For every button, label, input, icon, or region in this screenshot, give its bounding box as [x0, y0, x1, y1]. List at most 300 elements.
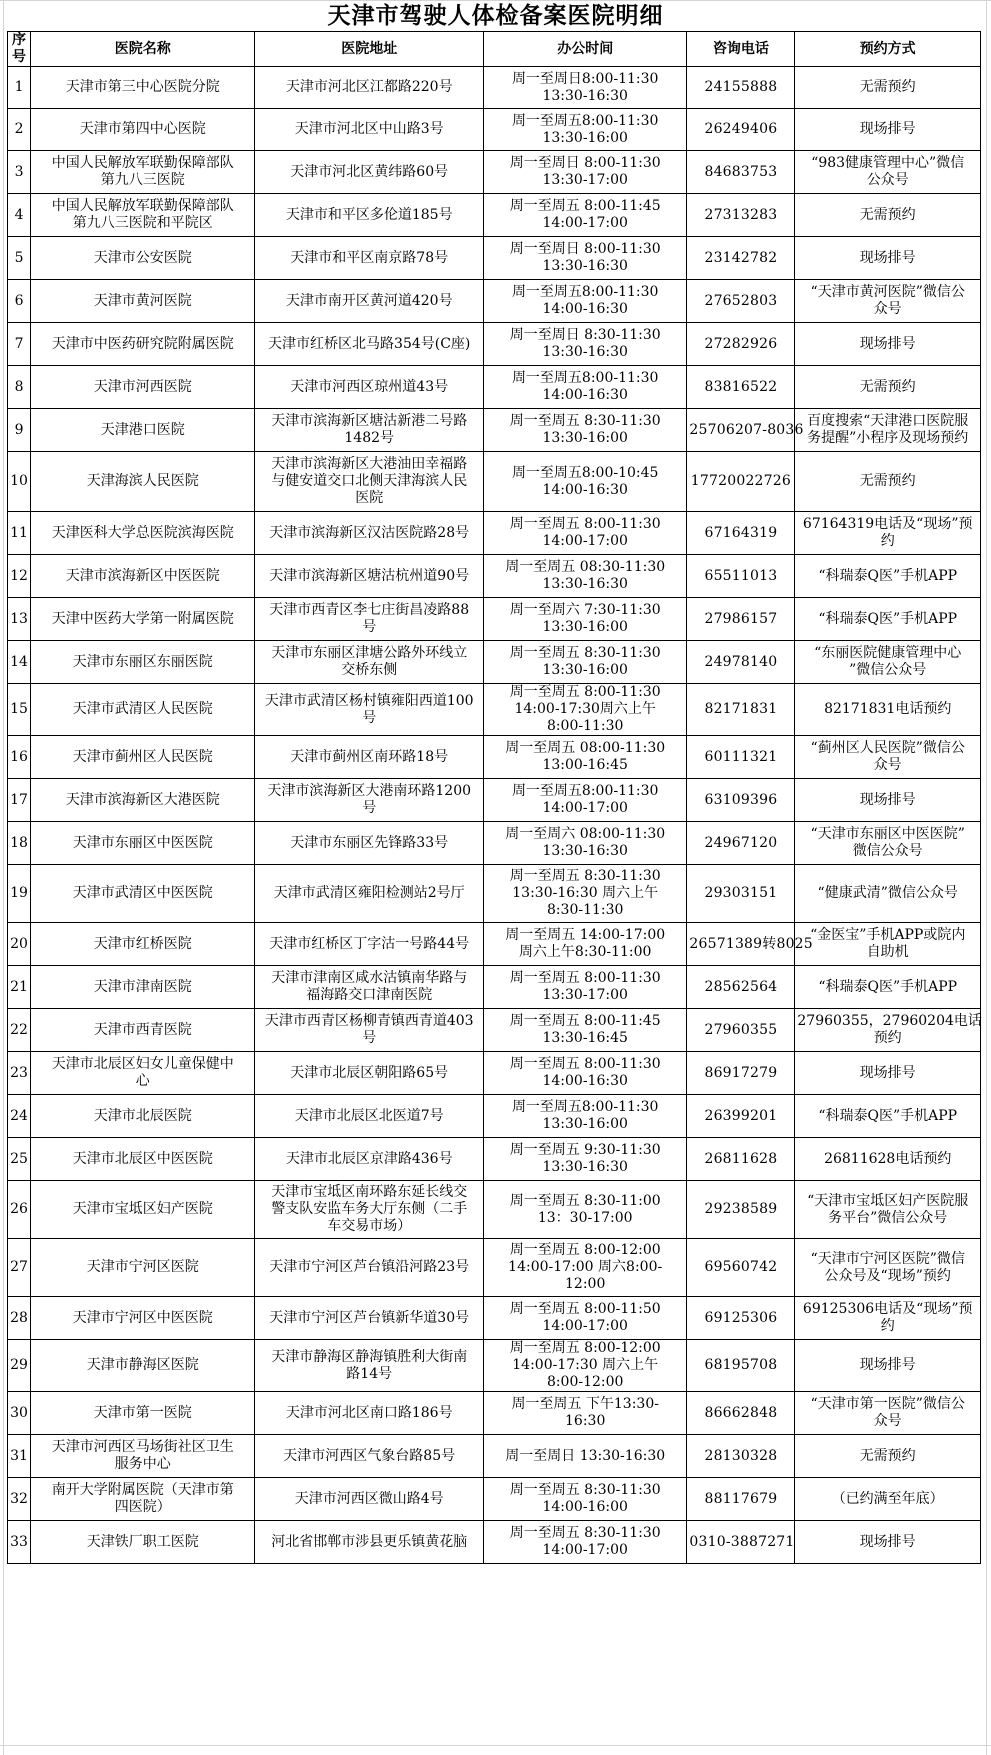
cell-booking[interactable]	[795, 280, 981, 323]
cell-hospital-name[interactable]	[31, 151, 255, 194]
cell-hours-text: 14:00-17:30周六上午	[514, 701, 656, 717]
cell-phone-text: 67164319	[704, 524, 778, 541]
cell-hospital-name[interactable]	[31, 237, 255, 280]
cell-booking-text: 无需预约	[859, 79, 916, 95]
cell-hospital-name[interactable]	[31, 923, 255, 966]
cell-hours[interactable]	[484, 1095, 687, 1138]
cell-booking-text: 26811628电话预约	[824, 1150, 952, 1167]
cell-seq[interactable]	[8, 1297, 31, 1340]
cell-booking[interactable]	[795, 151, 981, 194]
cell-address[interactable]	[255, 1478, 484, 1521]
cell-hours[interactable]	[484, 194, 687, 237]
cell-hours[interactable]	[484, 109, 687, 151]
cell-seq[interactable]	[8, 151, 31, 194]
cell-phone-text: 26571389转8025	[689, 935, 813, 952]
cell-phone-text: 24155888	[704, 79, 778, 95]
cell-booking-text: 微信公众号	[852, 843, 923, 859]
cell-address[interactable]	[255, 555, 484, 598]
cell-address[interactable]	[255, 1521, 484, 1564]
cell-seq[interactable]	[8, 865, 31, 923]
cell-hospital-name[interactable]	[31, 684, 255, 736]
cell-hours-text: 周一至周五 14:00-17:00	[505, 927, 666, 943]
cell-phone[interactable]	[687, 736, 795, 779]
cell-hours[interactable]	[484, 641, 687, 684]
cell-hospital-name[interactable]	[31, 1138, 255, 1181]
cell-hours[interactable]	[484, 452, 687, 512]
cell-address[interactable]	[255, 452, 484, 512]
cell-address[interactable]	[255, 1392, 484, 1435]
cell-booking[interactable]	[795, 409, 981, 452]
cell-hours[interactable]	[484, 555, 687, 598]
header-seq-line: 序	[12, 32, 27, 48]
cell-booking[interactable]	[795, 1478, 981, 1521]
cell-phone[interactable]	[687, 1297, 795, 1340]
cell-address[interactable]	[255, 237, 484, 280]
cell-address[interactable]	[255, 1009, 484, 1052]
cell-hours-text: 周一至周五8:00-11:30	[511, 284, 659, 300]
cell-phone[interactable]	[687, 1392, 795, 1435]
cell-seq[interactable]	[8, 512, 31, 555]
cell-phone-text: 27652803	[704, 292, 778, 309]
cell-address[interactable]	[255, 598, 484, 641]
cell-phone[interactable]	[687, 452, 795, 512]
cell-phone-text: 65511013	[704, 567, 778, 584]
cell-booking[interactable]	[795, 555, 981, 598]
cell-phone[interactable]	[687, 151, 795, 194]
cell-seq[interactable]	[8, 598, 31, 641]
cell-hospital-name[interactable]	[31, 1392, 255, 1435]
cell-phone[interactable]	[687, 1009, 795, 1052]
cell-booking[interactable]	[795, 1009, 981, 1052]
cell-hours-text: 周一至周五 8:00-11:45	[509, 198, 661, 214]
cell-address[interactable]	[255, 1181, 484, 1239]
cell-address-text: 1482号	[344, 430, 395, 446]
cell-booking[interactable]	[795, 366, 981, 409]
cell-phone[interactable]	[687, 684, 795, 736]
cell-address[interactable]	[255, 151, 484, 194]
cell-address[interactable]	[255, 109, 484, 151]
cell-seq[interactable]	[8, 452, 31, 512]
cell-address[interactable]	[255, 865, 484, 923]
cell-seq-text: 20	[10, 935, 28, 952]
cell-hours-text: 周一至周五 8:00-11:45	[509, 1013, 661, 1029]
cell-address[interactable]	[255, 1435, 484, 1478]
cell-seq[interactable]	[8, 684, 31, 736]
cell-hours-text: 14:00-17:30 周六上午	[512, 1357, 659, 1373]
cell-phone[interactable]	[687, 237, 795, 280]
cell-hospital-name[interactable]	[31, 323, 255, 366]
cell-phone-text: 86662848	[704, 1404, 778, 1421]
cell-hospital-name[interactable]	[31, 1181, 255, 1239]
cell-booking[interactable]	[795, 452, 981, 512]
cell-booking[interactable]	[795, 1435, 981, 1478]
cell-phone[interactable]	[687, 1239, 795, 1297]
cell-booking[interactable]	[795, 1095, 981, 1138]
cell-phone[interactable]	[687, 865, 795, 923]
cell-hospital-name[interactable]	[31, 641, 255, 684]
cell-hours[interactable]	[484, 736, 687, 779]
cell-booking[interactable]	[795, 1239, 981, 1297]
cell-phone[interactable]	[687, 966, 795, 1009]
cell-seq-text: 14	[10, 653, 28, 670]
cell-seq[interactable]	[8, 641, 31, 684]
cell-hours[interactable]	[484, 966, 687, 1009]
cell-hospital-name[interactable]	[31, 598, 255, 641]
cell-seq-text: 13	[10, 610, 28, 627]
cell-phone[interactable]	[687, 598, 795, 641]
cell-phone[interactable]	[687, 512, 795, 555]
cell-hours[interactable]	[484, 1435, 687, 1478]
cell-address-text: 天津市武清区杨村镇雍阳西道100	[264, 692, 474, 709]
cell-hours[interactable]	[484, 151, 687, 194]
cell-address[interactable]	[255, 280, 484, 323]
cell-hospital-name[interactable]	[31, 1052, 255, 1095]
cell-hospital-name[interactable]	[31, 822, 255, 865]
cell-seq[interactable]	[8, 1095, 31, 1138]
cell-booking[interactable]	[795, 1392, 981, 1435]
cell-seq-text: 22	[10, 1021, 28, 1038]
cell-hours-text: 14:00-17:00	[542, 1318, 628, 1334]
cell-hospital-name[interactable]	[31, 865, 255, 923]
cell-phone[interactable]	[687, 323, 795, 366]
cell-hospital-name[interactable]	[31, 366, 255, 409]
cell-hours-text: 周一至周五 8:00-12:00	[509, 1242, 661, 1258]
cell-booking[interactable]	[795, 865, 981, 923]
cell-hospital-name[interactable]	[31, 67, 255, 109]
cell-hospital-name-text: 天津市河西医院	[93, 378, 192, 395]
table-row	[8, 409, 981, 452]
cell-address[interactable]	[255, 409, 484, 452]
cell-phone[interactable]	[687, 1052, 795, 1095]
cell-hospital-name-text: 中国人民解放军联勤保障部队	[51, 155, 234, 171]
cell-seq[interactable]	[8, 237, 31, 280]
cell-hours[interactable]	[484, 684, 687, 736]
cell-booking-text: 现场排号	[859, 121, 916, 137]
cell-hours[interactable]	[484, 409, 687, 452]
cell-hours-text: 周一至周六 7:30-11:30	[509, 602, 661, 618]
cell-phone-text: 29238589	[704, 1201, 778, 1217]
cell-address-text: 天津市西青区李七庄街昌凌路88	[269, 602, 470, 618]
cell-hours-text: 13:30-16:00	[542, 129, 628, 146]
cell-hours[interactable]	[484, 1138, 687, 1181]
cell-address-text: 天津市西青区杨柳青镇西青道403	[264, 1013, 474, 1029]
header-name[interactable]: 医院名称	[31, 32, 255, 67]
cell-booking-text: 无需预约	[859, 1447, 916, 1464]
cell-seq[interactable]	[8, 736, 31, 779]
cell-hours-text: 周一至周五 08:30-11:30	[505, 559, 666, 575]
cell-booking[interactable]	[795, 1340, 981, 1392]
cell-hours[interactable]	[484, 779, 687, 822]
header-address[interactable]: 医院地址	[255, 32, 484, 67]
cell-phone-text: 86917279	[704, 1064, 778, 1081]
cell-phone[interactable]	[687, 1181, 795, 1239]
cell-booking[interactable]	[795, 109, 981, 151]
cell-booking[interactable]	[795, 237, 981, 280]
cell-seq[interactable]	[8, 366, 31, 409]
table-row	[8, 1181, 981, 1239]
cell-address-text: 天津市宁河区芦台镇沿河路23号	[269, 1259, 470, 1275]
cell-hours[interactable]	[484, 865, 687, 923]
cell-phone[interactable]	[687, 555, 795, 598]
header-phone[interactable]: 咨询电话	[687, 32, 795, 67]
cell-hours-text: 13:30-16:00	[542, 619, 628, 635]
cell-seq[interactable]	[8, 1340, 31, 1392]
cell-hours-text: 周一至周日 8:30-11:30	[509, 327, 661, 343]
cell-address-text: 号	[362, 1030, 377, 1046]
cell-hours[interactable]	[484, 1009, 687, 1052]
cell-hours[interactable]	[484, 237, 687, 280]
cell-address[interactable]	[255, 366, 484, 409]
cell-hours[interactable]	[484, 323, 687, 366]
cell-booking[interactable]	[795, 1138, 981, 1181]
cell-hours[interactable]	[484, 512, 687, 555]
cell-seq[interactable]	[8, 1521, 31, 1564]
cell-hospital-name-text: 天津市东丽区东丽医院	[72, 653, 213, 670]
cell-hospital-name[interactable]	[31, 1435, 255, 1478]
cell-address[interactable]	[255, 512, 484, 555]
cell-hours-text: 14:00-16:30	[542, 387, 628, 403]
cell-seq[interactable]	[8, 323, 31, 366]
cell-phone[interactable]	[687, 280, 795, 323]
cell-booking-text: 现场排号	[859, 1533, 916, 1550]
cell-hours-text: 周一至周日 8:00-11:30	[509, 155, 661, 171]
cell-hospital-name[interactable]	[31, 1009, 255, 1052]
cell-seq[interactable]	[8, 923, 31, 966]
cell-address[interactable]	[255, 684, 484, 736]
cell-address[interactable]	[255, 779, 484, 822]
cell-seq[interactable]	[8, 109, 31, 151]
cell-hospital-name[interactable]	[31, 280, 255, 323]
cell-hospital-name[interactable]	[31, 512, 255, 555]
cell-seq[interactable]	[8, 1478, 31, 1521]
cell-hours[interactable]	[484, 598, 687, 641]
cell-seq[interactable]	[8, 1052, 31, 1095]
cell-booking[interactable]	[795, 684, 981, 736]
cell-phone-text: 28562564	[704, 978, 778, 995]
cell-hours[interactable]	[484, 923, 687, 966]
cell-address[interactable]	[255, 1297, 484, 1340]
cell-hospital-name[interactable]	[31, 1340, 255, 1392]
cell-hospital-name[interactable]	[31, 779, 255, 822]
cell-hours[interactable]	[484, 1478, 687, 1521]
cell-hours-text: 周一至周五 08:00-11:30	[505, 740, 666, 756]
cell-hospital-name[interactable]	[31, 109, 255, 151]
cell-phone[interactable]	[687, 779, 795, 822]
cell-booking[interactable]	[795, 779, 981, 822]
cell-hours[interactable]	[484, 1521, 687, 1564]
cell-hours-text: 周一至周五8:00-11:30	[511, 783, 659, 799]
cell-hospital-name[interactable]	[31, 736, 255, 779]
cell-booking[interactable]	[795, 323, 981, 366]
cell-booking[interactable]	[795, 598, 981, 641]
table-row	[8, 1435, 981, 1478]
cell-phone[interactable]	[687, 1435, 795, 1478]
cell-hospital-name[interactable]	[31, 1095, 255, 1138]
cell-seq[interactable]	[8, 1009, 31, 1052]
cell-address[interactable]	[255, 323, 484, 366]
cell-seq-text: 2	[14, 121, 24, 137]
cell-booking[interactable]	[795, 1052, 981, 1095]
cell-address-text: 医院	[355, 490, 384, 506]
cell-hospital-name[interactable]	[31, 194, 255, 237]
table-row	[8, 366, 981, 409]
cell-seq[interactable]	[8, 966, 31, 1009]
cell-hours-text: 14:00-17:00	[542, 533, 628, 549]
cell-address[interactable]	[255, 1095, 484, 1138]
cell-hours-text: 周一至周五 8:30-11:30	[509, 868, 661, 884]
header-booking[interactable]: 预约方式	[795, 32, 981, 67]
cell-seq-text: 33	[10, 1533, 28, 1550]
cell-address[interactable]	[255, 1239, 484, 1297]
cell-hours-text: 周一至周五 下午13:30-	[511, 1396, 659, 1412]
cell-booking-text: 众号	[873, 301, 902, 317]
cell-booking[interactable]	[795, 512, 981, 555]
cell-hours-text: 周一至周五 8:30-11:30	[509, 1482, 661, 1498]
cell-address[interactable]	[255, 1340, 484, 1392]
cell-phone[interactable]	[687, 1138, 795, 1181]
cell-address-text: 天津市蓟州区南环路18号	[290, 748, 449, 765]
cell-hours-text: 周一至周五 8:30-11:30	[509, 645, 661, 661]
cell-seq[interactable]	[8, 409, 31, 452]
cell-phone[interactable]	[687, 109, 795, 151]
cell-hospital-name[interactable]	[31, 1521, 255, 1564]
cell-hours[interactable]	[484, 366, 687, 409]
table-row	[8, 1340, 981, 1392]
table-body	[8, 67, 981, 1564]
header-hours[interactable]: 办公时间	[484, 32, 687, 67]
cell-address-text: 天津市北辰区京津路436号	[285, 1150, 453, 1167]
cell-hours[interactable]	[484, 1392, 687, 1435]
cell-hours[interactable]	[484, 1181, 687, 1239]
cell-phone-text: 27282926	[704, 335, 778, 352]
cell-booking[interactable]	[795, 736, 981, 779]
cell-phone[interactable]	[687, 822, 795, 865]
cell-hours-text: 周一至周五8:00-11:30	[511, 112, 659, 129]
header-seq[interactable]	[8, 32, 31, 67]
cell-booking-text: 公众号	[866, 172, 909, 188]
cell-hours-text: 周一至周五 8:30-11:00	[509, 1192, 661, 1209]
cell-phone[interactable]	[687, 923, 813, 966]
cell-booking[interactable]	[795, 1181, 981, 1239]
cell-seq[interactable]	[8, 1239, 31, 1297]
cell-address[interactable]	[255, 1138, 484, 1181]
cell-seq[interactable]	[8, 1435, 31, 1478]
cell-address[interactable]	[255, 1052, 484, 1095]
cell-phone[interactable]	[687, 1095, 795, 1138]
table-row	[8, 194, 981, 237]
cell-address[interactable]	[255, 641, 484, 684]
cell-hours[interactable]	[484, 67, 687, 109]
cell-hospital-name-text: 天津市东丽区中医医院	[72, 834, 213, 851]
cell-address[interactable]	[255, 923, 484, 966]
cell-booking[interactable]	[795, 1297, 981, 1340]
cell-hours[interactable]	[484, 1239, 687, 1297]
cell-phone-text: 68195708	[704, 1357, 778, 1373]
cell-hospital-name[interactable]	[31, 1297, 255, 1340]
cell-hospital-name[interactable]	[31, 1478, 255, 1521]
cell-address-text: 天津市宁河区芦台镇新华道30号	[269, 1309, 470, 1326]
cell-booking[interactable]	[795, 1521, 981, 1564]
cell-seq[interactable]	[8, 779, 31, 822]
cell-seq[interactable]	[8, 280, 31, 323]
cell-phone[interactable]	[687, 1340, 795, 1392]
cell-hospital-name-text: 天津市第一医院	[93, 1404, 192, 1421]
cell-phone[interactable]	[687, 194, 795, 237]
cell-hours-text: 13：30-17:00	[537, 1209, 633, 1226]
cell-booking[interactable]	[795, 923, 981, 966]
cell-phone[interactable]	[687, 1478, 795, 1521]
cell-hospital-name-text: 天津市滨海新区中医医院	[65, 567, 220, 584]
cell-booking-text: （已约满至年底）	[831, 1490, 944, 1507]
cell-hours-text: 13:30-16:30	[542, 344, 628, 360]
cell-hours-text: 13:30-16:30	[542, 576, 628, 592]
table-row	[8, 237, 981, 280]
cell-phone[interactable]	[687, 67, 795, 109]
cell-seq[interactable]	[8, 555, 31, 598]
cell-hospital-name[interactable]	[31, 409, 255, 452]
hospital-table	[7, 31, 981, 1564]
cell-seq[interactable]	[8, 194, 31, 237]
cell-hospital-name[interactable]	[31, 966, 255, 1009]
cell-seq[interactable]	[8, 67, 31, 109]
cell-phone-text: 17720022726	[690, 473, 791, 489]
cell-hours[interactable]	[484, 1052, 687, 1095]
cell-hours-text: 14:00-16:30	[542, 481, 628, 498]
cell-booking[interactable]	[795, 822, 981, 865]
cell-booking[interactable]	[795, 966, 981, 1009]
cell-booking[interactable]	[795, 67, 981, 109]
cell-hours[interactable]	[484, 822, 687, 865]
cell-hospital-name-text: 天津市津南医院	[93, 978, 192, 995]
cell-seq[interactable]	[8, 1181, 31, 1239]
cell-hours[interactable]	[484, 280, 687, 323]
cell-address[interactable]	[255, 194, 484, 237]
cell-booking-text: 众号	[873, 1413, 902, 1429]
cell-seq-text: 10	[10, 473, 28, 489]
cell-seq[interactable]	[8, 1138, 31, 1181]
cell-address[interactable]	[255, 736, 484, 779]
cell-phone[interactable]	[687, 641, 795, 684]
cell-booking-text: 现场排号	[859, 249, 916, 266]
cell-booking-text: 自助机	[866, 944, 909, 960]
cell-hospital-name[interactable]	[31, 452, 255, 512]
cell-address-text: 与健安道交口北侧天津海滨人民	[271, 473, 468, 489]
cell-phone[interactable]	[687, 366, 795, 409]
cell-address[interactable]	[255, 966, 484, 1009]
cell-booking[interactable]	[795, 194, 981, 237]
cell-phone[interactable]	[687, 409, 804, 452]
cell-hours[interactable]	[484, 1297, 687, 1340]
cell-booking-text: “科瑞泰Q医”手机APP	[818, 1107, 958, 1124]
cell-seq-text: 18	[10, 834, 28, 851]
cell-booking[interactable]	[795, 641, 981, 684]
cell-booking-text: 预约	[873, 1030, 902, 1046]
cell-booking-text: ”微信公众号	[849, 662, 927, 678]
cell-address-text: 天津市滨海新区塘沽新港二号路	[271, 413, 468, 429]
cell-address-text: 天津市滨海新区大港南环路1200	[267, 783, 472, 799]
cell-phone[interactable]	[687, 1521, 795, 1564]
cell-seq[interactable]	[8, 822, 31, 865]
cell-hours[interactable]	[484, 1340, 687, 1392]
cell-hospital-name[interactable]	[31, 555, 255, 598]
cell-seq[interactable]	[8, 1392, 31, 1435]
cell-hours-text: 周一至周五8:00-10:45	[511, 464, 659, 481]
cell-address[interactable]	[255, 822, 484, 865]
cell-hospital-name[interactable]	[31, 1239, 255, 1297]
cell-booking-text: “983健康管理中心”微信	[811, 155, 965, 171]
cell-address-text: 天津市北辰区朝阳路65号	[290, 1064, 449, 1081]
cell-address[interactable]	[255, 67, 484, 109]
